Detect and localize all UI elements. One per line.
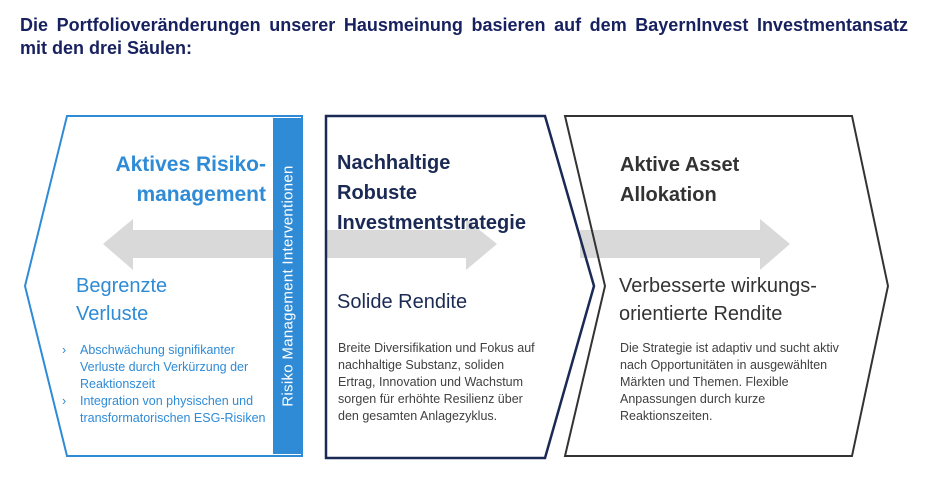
bullet-marker: › <box>62 343 67 357</box>
risk-management-label: Risiko Management Interventionen <box>279 165 296 407</box>
pillar2-title-line3: Investmentstrategie <box>337 212 526 234</box>
pillar2-title <box>337 148 567 238</box>
pillar2-title-line1: Nachhaltige <box>337 152 451 174</box>
pillar3-title-line2: Allokation <box>620 184 717 206</box>
risk-management-bar <box>273 118 302 454</box>
pillar1-title <box>96 150 266 210</box>
pillar3-body: Die Strategie ist adaptiv und sucht aktiv nach Opportunitäten in ausgewählten Märkten und Themen. Flexible Anpassungen durch kurze Reaktionszeiten. <box>620 341 839 423</box>
pillar1-title-line1: Aktives Risiko- <box>115 153 266 176</box>
pillar2-subtitle: Solide Rendite <box>337 291 468 313</box>
pillar1-subtitle-line1: Begrenzte <box>76 275 168 297</box>
pillar1-bullet-2: Integration von physischen und transformatorischen ESG-Risiken <box>80 394 266 425</box>
list-item <box>62 342 272 393</box>
pillar1-bullet-1: Abschwächung signifikanter Verluste durch Verkürzung der Reaktionszeit <box>80 343 249 391</box>
pillar3-subtitle-line1: Verbesserte wirkungs- <box>619 275 817 297</box>
intro-text: Die Portfolioveränderungen unserer Hausmeinung basieren auf dem BayernInvest Investmentansatz mit den drei Säulen: <box>20 15 908 58</box>
pillar2-title-line2: Robuste <box>337 182 417 204</box>
pillar1-subtitle <box>76 272 266 328</box>
pillar3-title-line1: Aktive Asset <box>620 154 740 176</box>
pillar3-subtitle-line2: orientierte Rendite <box>619 303 783 325</box>
bullet-marker: › <box>62 394 67 408</box>
list-item <box>62 393 272 427</box>
pillar1-bullets <box>62 342 272 427</box>
right-arrow-shape <box>580 219 790 270</box>
pillar3-subtitle <box>619 272 869 328</box>
pillar2-body: Breite Diversifikation und Fokus auf nachhaltige Substanz, soliden Ertrag, Innovation und Wachstum sorgen für erhöhte Resilienz über den gesamten Anlagezyklus. <box>338 341 535 423</box>
pillar1-title-line2: management <box>136 183 266 206</box>
pillar1-subtitle-line2: Verluste <box>76 303 149 325</box>
pillar3-title <box>620 150 840 210</box>
